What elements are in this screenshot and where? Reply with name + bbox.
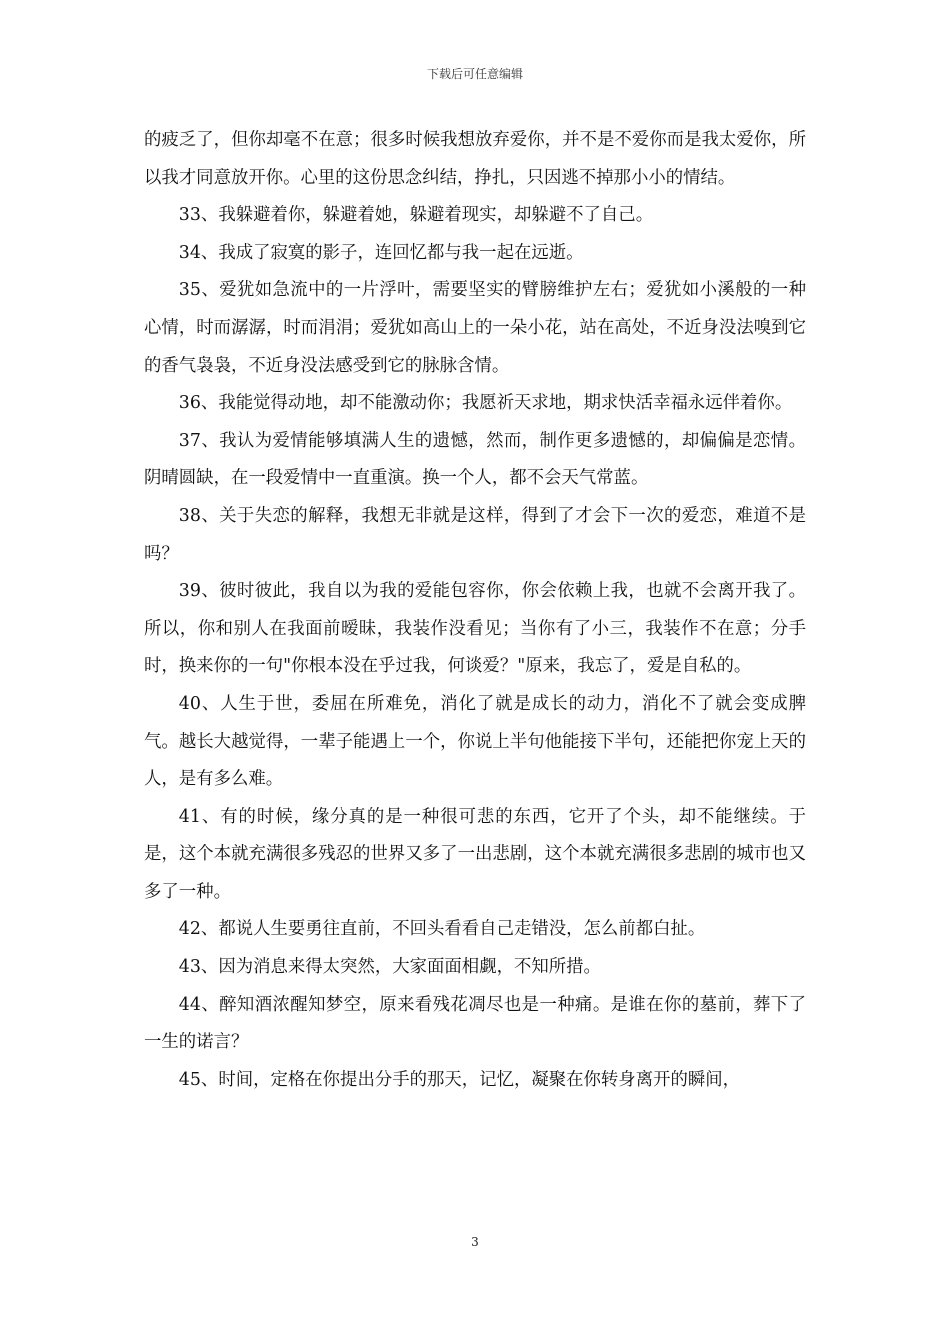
page-header: 下载后可任意编辑 [426, 67, 523, 81]
paragraph: 39、彼时彼此，我自以为我的爱能包容你，你会依赖上我，也就不会离开我了。所以，你和别人在我面前暧昧，我装作没看见；当你有了小三，我装作不在意；分手时，换来你的一句"你根本没在乎过我，何谈爱？"原来，我忘了，爱是自私的。 [144, 581, 806, 677]
paragraph: 34、我成了寂寞的影子，连回忆都与我一起在远逝。 [178, 242, 584, 263]
page-number: 3 [471, 1235, 479, 1249]
paragraph: 40、人生于世，委屈在所难免，消化了就是成长的动力，消化不了就会变成脾气。越长大越觉得，一辈子能遇上一个，你说上半句他能接下半句，还能把你宠上天的人，是有多么难。 [144, 693, 806, 790]
paragraph: 41、有的时候，缘分真的是一种很可悲的东西，它开了个头，却不能继续。于是，这个本就充满很多残忍的世界又多了一出悲剧，这个本就充满很多悲剧的城市也又多了一种。 [144, 806, 806, 902]
paragraph: 45、时间，定格在你提出分手的那天，记忆，凝聚在你转身离开的瞬间， [178, 1069, 741, 1090]
paragraph: 的疲乏了，但你却毫不在意；很多时候我想放弃爱你，并不是不爱你而是我太爱你，所以我才同意放开你。心里的这份思念纠结，挣扎，只因逃不掉那小小的情结。 [144, 130, 806, 188]
paragraph: 37、我认为爱情能够填满人生的遗憾，然而，制作更多遗憾的，却偏偏是恋情。阴晴圆缺，在一段爱情中一直重演。换一个人，都不会天气常蓝。 [144, 430, 806, 489]
paragraph: 33、我躲避着你，躲避着她，躲避着现实，却躲避不了自己。 [178, 205, 654, 226]
paragraph: 44、醉知酒浓醒知梦空，原来看残花凋尽也是一种痛。是谁在你的墓前，葬下了一生的诺言？ [144, 994, 806, 1053]
paragraph: 38、关于失恋的解释，我想无非就是这样，得到了才会下一次的爱恋，难道不是吗？ [144, 505, 806, 564]
body-text [144, 122, 806, 1099]
paragraph: 35、爱犹如急流中的一片浮叶，需要坚实的臂膀维护左右；爱犹如小溪般的一种心情，时而潺潺，时而涓涓；爱犹如高山上的一朵小花，站在高处，不近身没法嗅到它的香气袅袅，不近身没法感受到它的脉脉含情。 [144, 280, 806, 376]
paragraph: 36、我能觉得动地，却不能激动你；我愿祈天求地，期求快活幸福永远伴着你。 [178, 393, 793, 414]
paragraph: 42、都说人生要勇往直前，不回头看看自己走错没，怎么前都白扯。 [178, 919, 706, 940]
paragraph: 43、因为消息来得太突然，大家面面相觑，不知所措。 [178, 957, 601, 978]
